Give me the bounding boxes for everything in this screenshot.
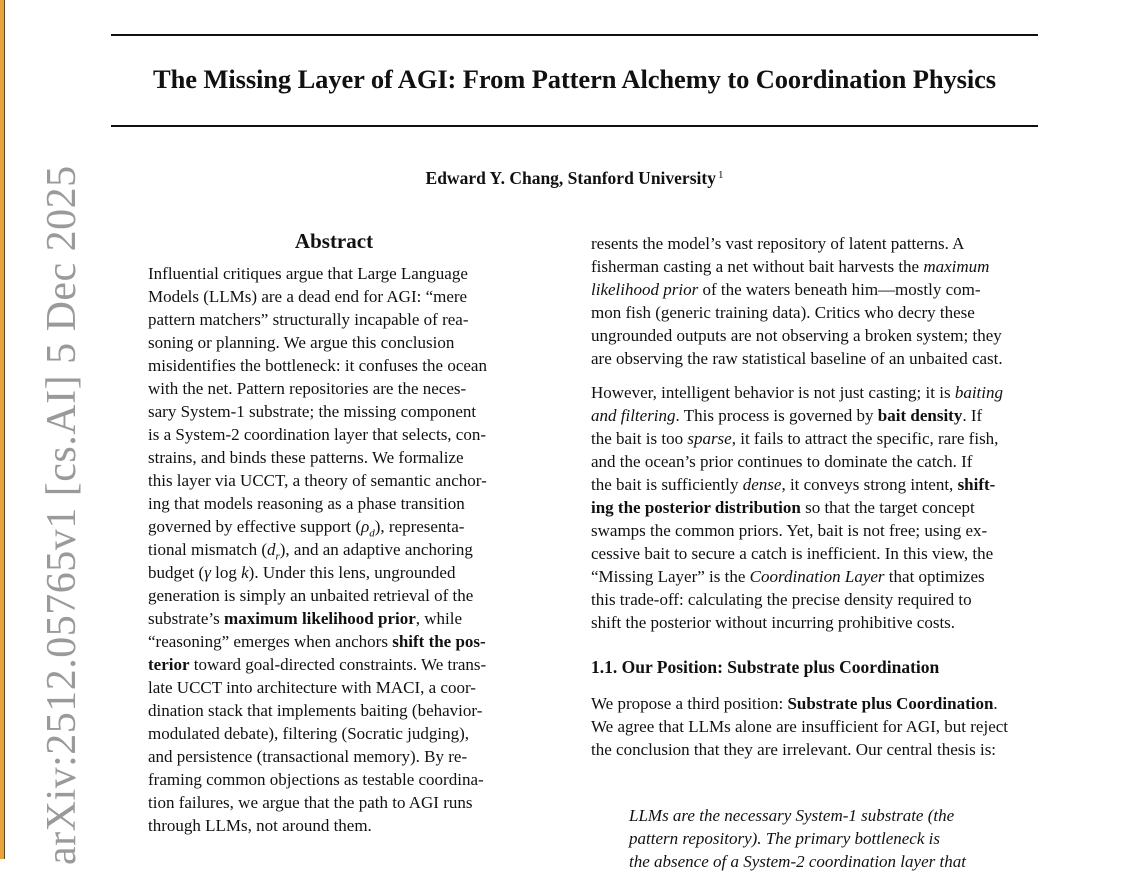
body-line: resents the model’s vast repository of latent patterns. A [591,234,965,253]
paper-title: The Missing Layer of AGI: From Pattern Alchemy to Coordination Physics [153,64,996,94]
author-name: Edward Y. Chang, Stanford University [425,168,716,188]
body-line: ing the posterior distribution so that the target concept [591,498,975,517]
abstract-line: ing that models reasoning as a phase transition [148,494,465,513]
thesis-quote-line: the absence of a System-2 coordination layer that [629,852,966,871]
body-line: “Missing Layer” is the Coordination Layer that optimizes [591,567,985,586]
abstract-line: substrate’s maximum likelihood prior, while [148,609,463,628]
title-rule-bottom [111,125,1038,127]
abstract-line: dination stack that implements baiting (behavior- [148,701,483,720]
section-heading: 1.1. Our Position: Substrate plus Coordination [591,657,940,677]
body-line: We propose a third position: Substrate plus Coordination. [591,694,998,713]
body-line: the bait is sufficiently dense, it conveys strong intent, shift- [591,475,996,494]
abstract-line: soning or planning. We argue this conclusion [148,333,455,352]
body-line: fisherman casting a net without bait harvests the maximum [591,257,990,276]
abstract-line: Influential critiques argue that Large Language [148,264,468,283]
body-line: likelihood prior of the waters beneath him—mostly com- [591,280,981,299]
abstract-line: terior toward goal-directed constraints. We trans- [148,655,487,674]
thesis-quote-line: pattern repository). The primary bottleneck is [629,829,940,848]
body-line: However, intelligent behavior is not just casting; it is baiting [591,383,1003,402]
body-line: shift the posterior without incurring prohibitive costs. [591,613,956,632]
body-line: ungrounded outputs are not observing a broken system; they [591,326,1002,345]
body-line: cessive bait to secure a catch is inefficient. In this view, the [591,544,994,563]
abstract-line: this layer via UCCT, a theory of semantic anchor- [148,471,487,490]
abstract-line: tion failures, we argue that the path to AGI runs [148,793,473,812]
body-line: swamps the common priors. Yet, bait is not free; using ex- [591,521,988,540]
body-line: We agree that LLMs alone are insufficient for AGI, but reject [591,717,1009,736]
abstract-line: with the net. Pattern repositories are the neces- [148,379,467,398]
body-line: mon fish (generic training data). Critics who decry these [591,303,975,322]
body-line: and the ocean’s prior continues to dominate the catch. If [591,452,973,471]
abstract-line: pattern matchers” structurally incapable of rea- [148,310,469,329]
abstract-line: late UCCT into architecture with MACI, a coor- [148,678,476,697]
abstract-heading: Abstract [294,229,374,253]
body-line: this trade-off: calculating the precise density required to [591,590,972,609]
body-line: are observing the raw statistical baseline of an unbaited cast. [591,349,1003,368]
abstract-line: budget (γ log k). Under this lens, ungrounded [148,563,456,582]
abstract-line: modulated debate), filtering (Socratic judging), [148,724,470,743]
author-line [111,168,1038,189]
thesis-quote-line: LLMs are the necessary System-1 substrate (the [629,806,955,825]
abstract-line: framing common objections as testable coordina- [148,770,484,789]
abstract-line: generation is simply an unbaited retrieval of the [148,586,474,605]
abstract-line: “reasoning” emerges when anchors shift the pos- [148,632,486,651]
abstract-line: misidentifies the bottleneck: it confuses the ocean [148,356,487,375]
abstract-line: governed by effective support $(\rho_d)$, representa- [148,517,465,540]
author-footnote-mark: 1 [717,169,724,181]
body-line: and filtering. This process is governed by bait density. If [591,406,983,425]
abstract-line: strains, and binds these patterns. We formalize [148,448,464,467]
arxiv-side-stamp: arXiv:2512.05765v1 [cs.AI] 5 Dec 2025 [39,165,85,865]
abstract-line: tional mismatch $(d_r)$, and an adaptive anchoring [148,540,473,563]
abstract-line: sary System-1 substrate; the missing component [148,402,477,421]
page-edge-line [4,0,5,859]
abstract-line: and persistence (transactional memory). By re- [148,747,468,766]
title-rule-top [111,34,1038,36]
abstract-line: through LLMs, not around them. [148,816,372,835]
abstract-line: is a System-2 coordination layer that selects, con- [148,425,487,444]
body-line: the conclusion that they are irrelevant. Our central thesis is: [591,740,997,759]
abstract-line: Models (LLMs) are a dead end for AGI: “mere [148,287,468,306]
body-line: the bait is too sparse, it fails to attract the specific, rare fish, [591,429,999,448]
